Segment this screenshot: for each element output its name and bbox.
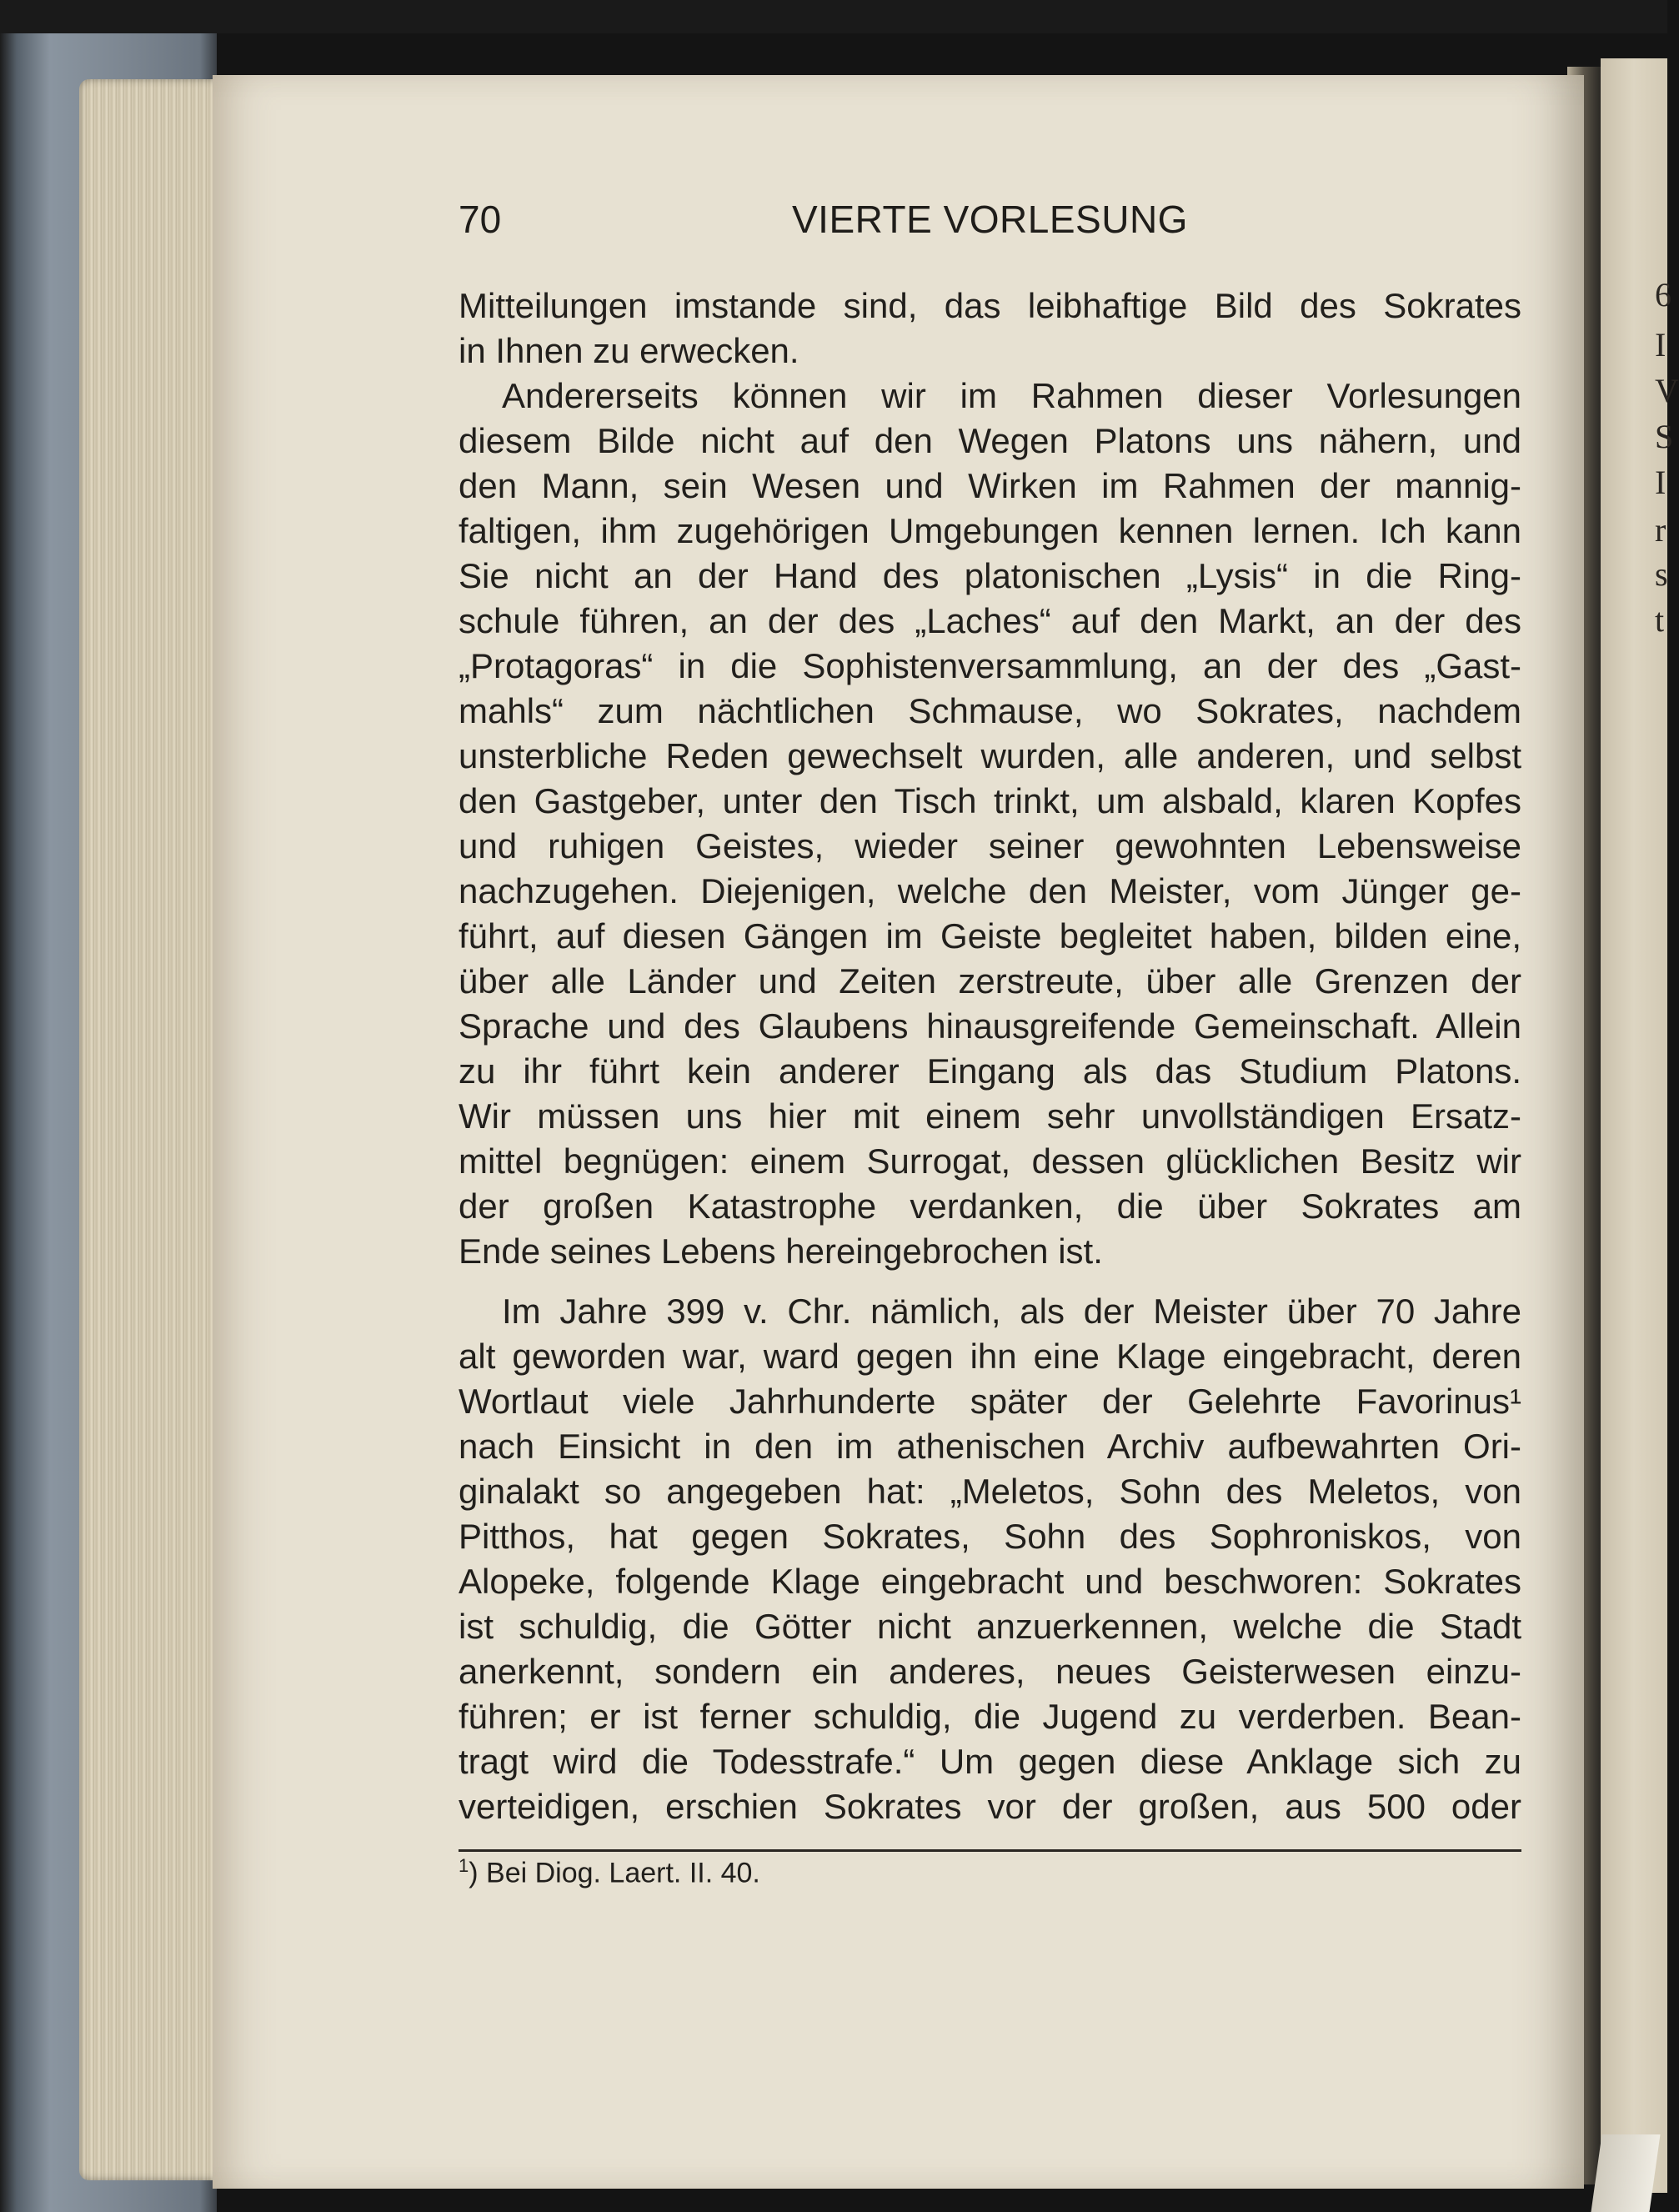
facing-page-glyph: I [1655, 326, 1666, 364]
facing-page-glyph: V [1655, 372, 1679, 409]
page-number: 70 [459, 198, 502, 241]
running-head: VIERTE VORLESUNG [792, 198, 1188, 241]
text-line: Sprache und des Glaubens hinausgreifende Gemeinschaft. Allein [459, 1006, 1521, 1046]
facing-page-glyph: S [1655, 418, 1674, 455]
text-line: faltigen, ihm zugehörigen Umgebungen kennen lernen. Ich kann [459, 511, 1521, 550]
facing-page-glyph: 6 [1655, 276, 1671, 313]
footnote [459, 1855, 760, 1889]
text-line: Im Jahre 399 v. Chr. nämlich, als der Meister über 70 Jahre [502, 1292, 1521, 1331]
text-line: der großen Katastrophe verdanken, die über Sokrates am [459, 1186, 1521, 1226]
text-line: zu ihr führt kein anderer Eingang als das Studium Platons. [459, 1051, 1521, 1091]
text-line: nachzugehen. Diejenigen, welche den Meister, vom Jünger ge- [459, 871, 1521, 910]
text-line: mahls“ zum nächtlichen Schmause, wo Sokrates, nachdem [459, 691, 1521, 730]
footnote-marker: 1 [459, 1855, 469, 1876]
text-line: „Protagoras“ in die Sophistenversammlung, an der des „Gast- [459, 646, 1521, 685]
text-line: alt geworden war, ward gegen ihn eine Klage eingebracht, deren [459, 1337, 1521, 1376]
footnote-text: ) Bei Diog. Laert. II. 40. [469, 1857, 760, 1889]
text-line: anerkennt, sondern ein anderes, neues Geisterwesen einzu- [459, 1652, 1521, 1691]
text-line: Alopeke, folgende Klage eingebracht und beschworen: Sokrates [459, 1562, 1521, 1601]
text-line: den Mann, sein Wesen und Wirken im Rahmen der mannig- [459, 466, 1521, 505]
background-shadow [0, 0, 1667, 33]
text-line: in Ihnen zu erwecken. [459, 331, 799, 370]
text-line: tragt wird die Todesstrafe.“ Um gegen diese Anklage sich zu [459, 1742, 1521, 1781]
text-line: ginalakt so angegeben hat: „Meletos, Sohn des Meletos, von [459, 1472, 1521, 1511]
text-line: und ruhigen Geistes, wieder seiner gewohnten Lebensweise [459, 826, 1521, 865]
text-line: nach Einsicht in den im athenischen Archiv aufbewahrten Ori- [459, 1427, 1521, 1466]
text-line: Ende seines Lebens hereingebrochen ist. [459, 1231, 1103, 1271]
page-edges [79, 79, 221, 2180]
text-line: verteidigen, erschien Sokrates vor der großen, aus 500 oder [459, 1787, 1521, 1826]
text-line: führen; er ist ferner schuldig, die Jugend zu verderben. Bean- [459, 1697, 1521, 1736]
facing-page-glyph: t [1655, 601, 1665, 639]
text-line: ist schuldig, die Götter nicht anzuerkennen, welche die Stadt [459, 1607, 1521, 1646]
text-line: unsterbliche Reden gewechselt wurden, alle anderen, und selbst [459, 736, 1521, 775]
text-line: mittel begnügen: einem Surrogat, dessen glücklichen Besitz wir [459, 1141, 1521, 1181]
text-line: über alle Länder und Zeiten zerstreute, über alle Grenzen der [459, 961, 1521, 1001]
text-line: Mitteilungen imstande sind, das leibhaftige Bild des Sokrates [459, 286, 1521, 325]
text-line: Andererseits können wir im Rahmen dieser Vorlesungen [502, 376, 1521, 415]
text-line: Wortlaut viele Jahrhunderte später der Gelehrte Favorinus¹ [459, 1382, 1521, 1421]
facing-page-glyph: r [1655, 511, 1666, 549]
bookmark-ribbon [1591, 2134, 1660, 2212]
text-line: diesem Bilde nicht auf den Wegen Platons uns nähern, und [459, 421, 1521, 460]
page-header [459, 197, 1521, 255]
facing-page-glyph: s [1655, 555, 1668, 593]
text-line: Sie nicht an der Hand des platonischen „Lysis“ in die Ring- [459, 556, 1521, 595]
text-line: schule führen, an der des „Laches“ auf den Markt, an der des [459, 601, 1521, 640]
text-line: Pitthos, hat gegen Sokrates, Sohn des Sophroniskos, von [459, 1517, 1521, 1556]
text-line: den Gastgeber, unter den Tisch trinkt, um alsbald, klaren Kopfes [459, 781, 1521, 820]
facing-page-glyph: I [1655, 464, 1666, 501]
text-line: Wir müssen uns hier mit einem sehr unvollständigen Ersatz- [459, 1096, 1521, 1136]
footnote-divider [459, 1849, 1521, 1852]
text-line: führt, auf diesen Gängen im Geiste begleitet haben, bilden eine, [459, 916, 1521, 956]
